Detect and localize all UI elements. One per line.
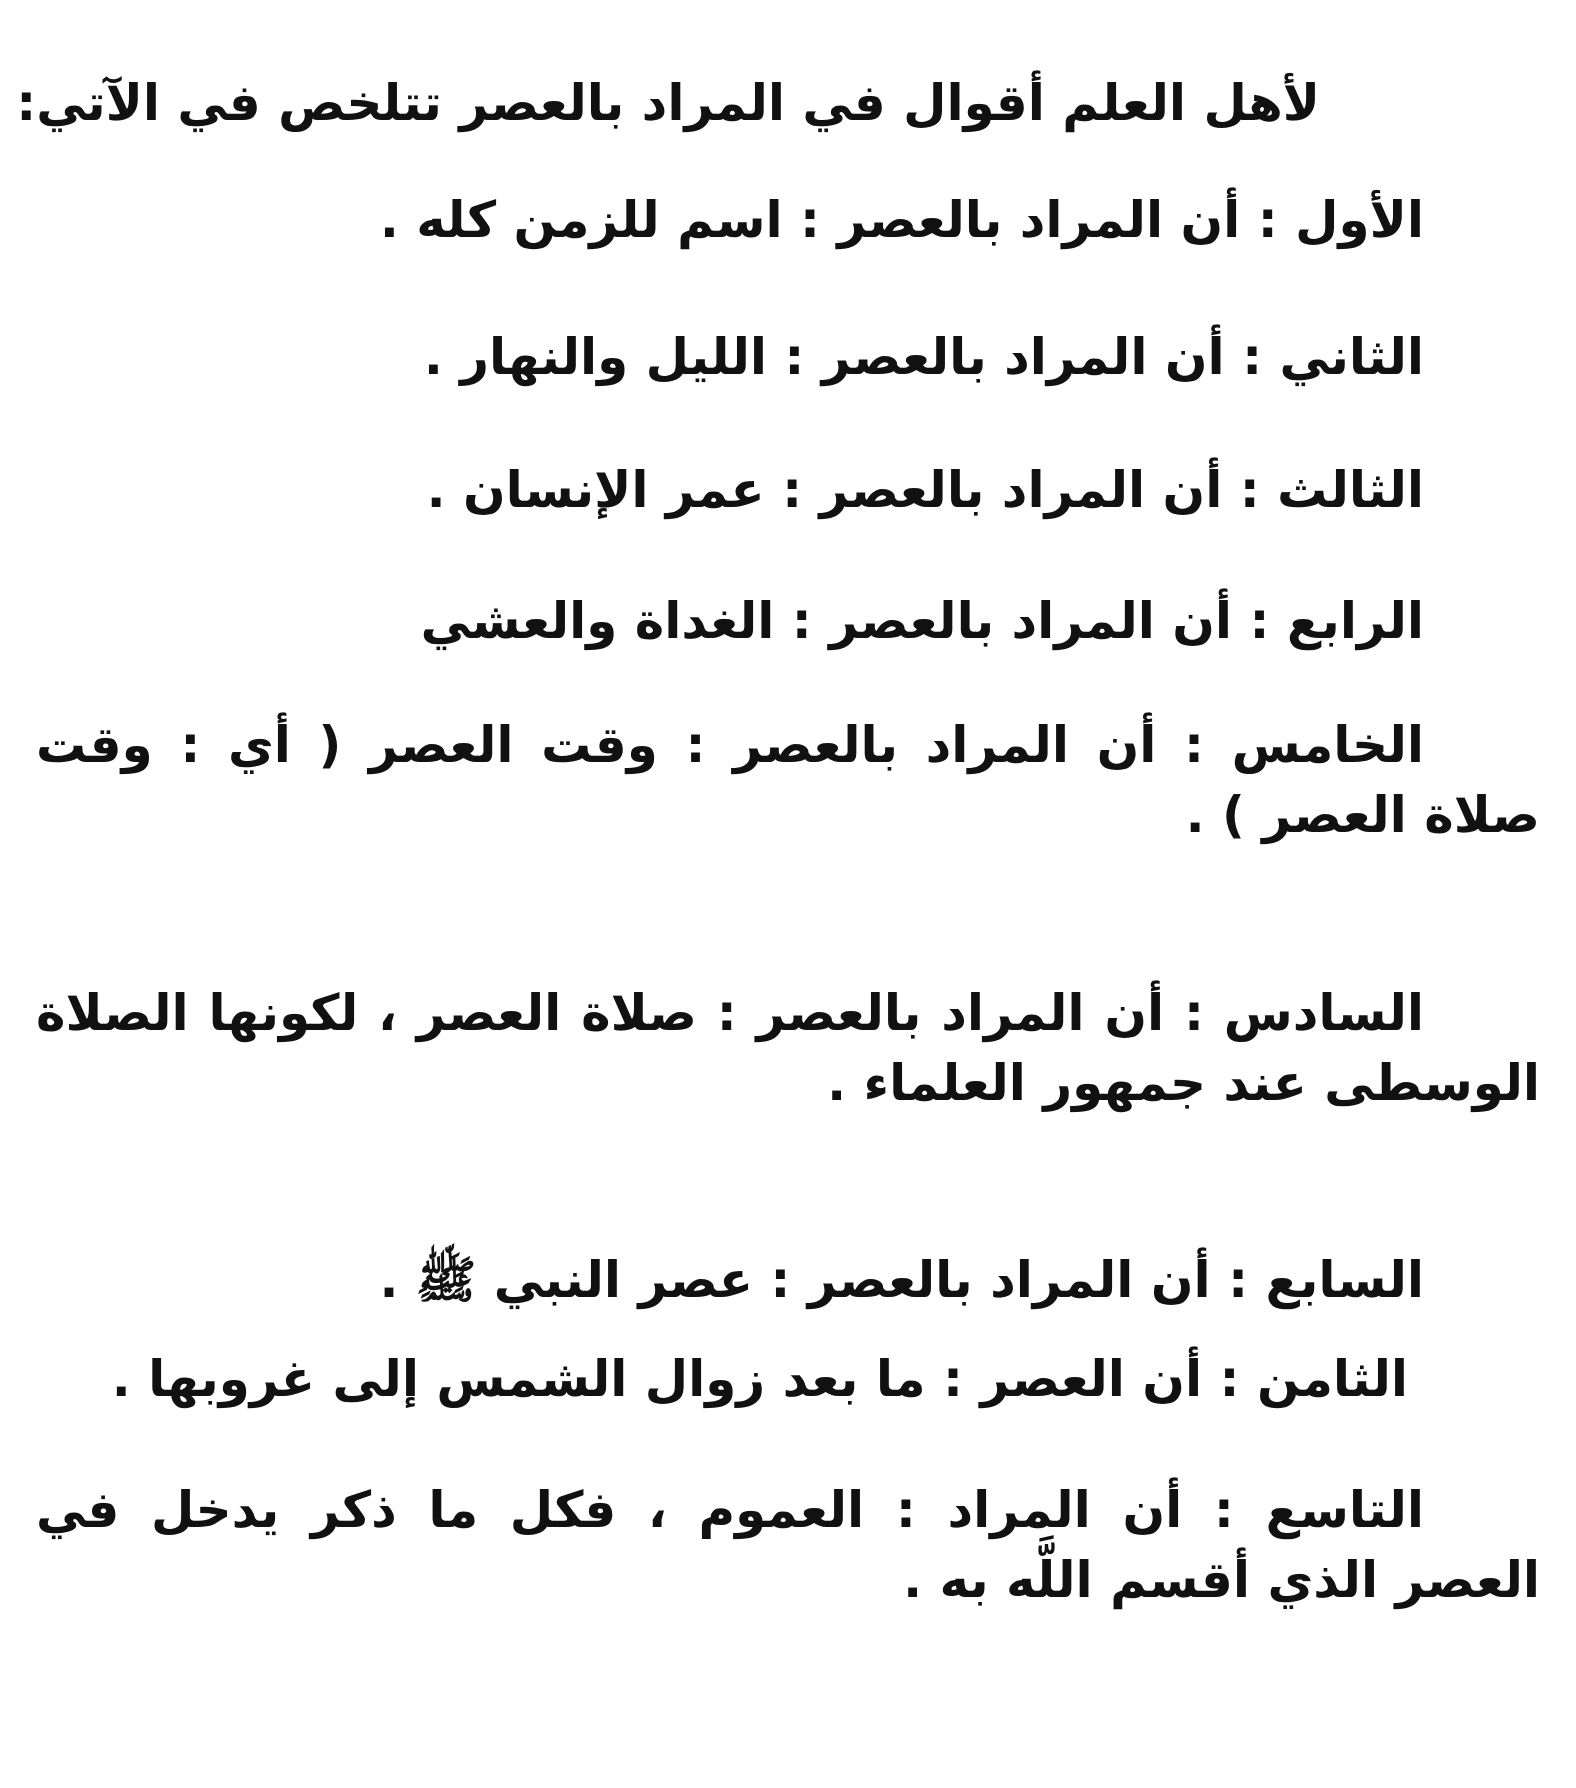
item-text: أن المراد بالعصر : اسم للزمن كله . — [379, 191, 1241, 249]
item-label: الثاني : — [1242, 328, 1424, 386]
item-text: أن المراد بالعصر : صلاة العصر ، لكونها الصلاة الوسطى عند جمهور العلماء . — [36, 984, 1540, 1112]
list-item — [36, 1475, 1540, 1615]
item-text: أن العصر : ما بعد زوال الشمس إلى غروبها . — [111, 1350, 1203, 1408]
item-label: الثامن : — [1219, 1350, 1408, 1408]
item-label: الرابع : — [1249, 592, 1424, 650]
item-text: أن المراد بالعصر : الغداة والعشي — [420, 592, 1233, 650]
item-label: الخامس : — [1184, 716, 1424, 774]
list-item — [427, 455, 1424, 525]
list-item — [424, 322, 1424, 392]
item-label: التاسع : — [1213, 1481, 1424, 1539]
item-text: أن المراد بالعصر : عصر النبي ﷺ . — [379, 1251, 1211, 1309]
list-item — [380, 185, 1424, 255]
list-item — [421, 586, 1424, 656]
item-text: أن المراد بالعصر : الليل والنهار . — [423, 328, 1225, 386]
item-label: السادس : — [1183, 984, 1424, 1042]
item-label: السابع : — [1228, 1251, 1424, 1309]
list-item — [112, 1344, 1408, 1414]
item-text: أن المراد بالعصر : وقت العصر ( أي : وقت صلاة العصر ) . — [36, 716, 1540, 844]
item-text: أن المراد بالعصر : عمر الإنسان . — [426, 461, 1223, 519]
intro-line: لأهل العلم أقوال في المراد بالعصر تتلخص في الآتي: — [16, 74, 1320, 132]
list-item — [36, 710, 1540, 850]
list-item — [36, 978, 1540, 1118]
item-label: الأول : — [1257, 191, 1424, 249]
item-text: أن المراد : العموم ، فكل ما ذكر يدخل في العصر الذي أقسم اللَّه به . — [36, 1481, 1540, 1609]
item-label: الثالث : — [1239, 461, 1424, 519]
list-item — [380, 1245, 1424, 1315]
